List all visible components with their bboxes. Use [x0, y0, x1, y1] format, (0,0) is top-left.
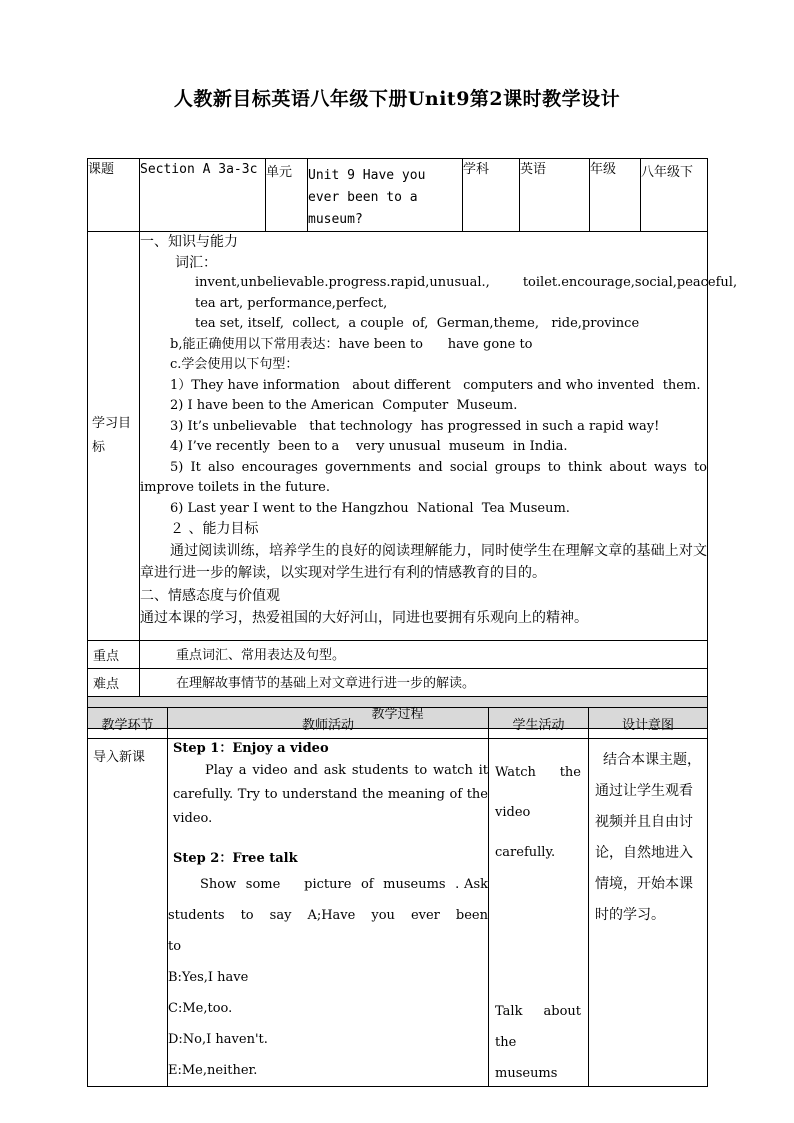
student-activity-2: Talk about the museums: [495, 1004, 581, 1081]
difficulties-row: [88, 669, 708, 697]
dialog-line-4: E:Me,neither.: [168, 1063, 258, 1078]
topic-value: Section A 3a-3c: [140, 159, 266, 232]
vocab-line-1: invent,unbelievable.progress.rapid,unusual., toilet.encourage,social,peaceful,: [195, 275, 738, 290]
stage-cell: 导入新课: [88, 739, 168, 1087]
step1-title: Step 1：Enjoy a video: [173, 741, 329, 756]
student-activity-cell: [489, 739, 589, 1087]
sentence-5: 5) It also encourages governments and social groups to think about ways to improve toilets in the future.: [140, 459, 707, 495]
topic-label: 课题: [88, 159, 140, 232]
intro-row: [88, 739, 708, 1087]
vocab-line-2: tea art, performance,perfect,: [195, 295, 388, 311]
pattern-heading: c.学会使用以下句型：: [170, 357, 299, 372]
difficulties-label: 难点: [88, 669, 140, 697]
page-title: 人教新目标英语八年级下册Unit9第2课时教学设计: [173, 88, 621, 110]
lesson-plan-table: [87, 158, 738, 729]
grade-value: 八年级下: [641, 159, 708, 232]
difficulties-text: 在理解故事情节的基础上对文章进行进一步的解读。: [140, 669, 708, 697]
attitude-heading: 二、情感态度与价值观: [140, 587, 280, 604]
unit-label: 单元: [266, 159, 308, 232]
step1-text: Play a video and ask students to watch it carefully. Try to understand the meaning of the video.: [173, 763, 488, 826]
process-table: [87, 707, 708, 1087]
col-student: 学生活动: [489, 708, 589, 739]
col-stage: 教学环节: [88, 708, 168, 739]
step2-title: Step 2：Free talk: [173, 851, 298, 866]
subject-label: 学科: [463, 159, 520, 232]
intent-cell: 结合本课主题，通过让学生观看视频并且自由讨论，自然地进入情境，开始本课时的学习。: [589, 739, 708, 1087]
dialog-line-2: C:Me,too.: [168, 1001, 233, 1016]
objectives-row: [88, 232, 708, 641]
key-points-row: [88, 641, 708, 669]
dialog-line-1: B:Yes,I have: [168, 970, 249, 985]
sentence-4: 4) I’ve recently been to a very unusual museum in India.: [170, 439, 568, 454]
col-intent: 设计意图: [589, 708, 708, 739]
vocab-label: 词汇：: [175, 254, 217, 271]
attitude-text: 通过本课的学习，热爱祖国的大好河山，同进也要拥有乐观向上的精神。: [140, 610, 588, 626]
sentence-6: 6) Last year I went to the Hangzhou National Tea Museum.: [170, 500, 570, 516]
key-points-label: 重点: [88, 641, 140, 669]
expression-line: b,能正确使用以下常用表达：have been to have gone to: [170, 336, 533, 352]
header-row: [88, 159, 708, 232]
col-teacher: 教师活动: [168, 708, 489, 739]
objectives-label: 学习目标: [88, 232, 140, 641]
process-columns-row: [88, 708, 708, 739]
student-activity-1: Watch the video carefully.: [495, 765, 581, 860]
ability-text: 通过阅读训练，培养学生的良好的阅读理解能力，同时使学生在理解文章的基础上对文章进行进一步的解读，以实现对学生进行有利的情感教育的目的。: [140, 542, 707, 581]
sentence-3: 3) It’s unbelievable that technology has progressed in such a rapid way!: [170, 418, 660, 434]
key-points-text: 重点词汇、常用表达及句型。: [140, 641, 708, 669]
sentence-1: 1）They have information about different computers and who invented them.: [170, 377, 701, 393]
dialog-line-3: D:No,I haven't.: [168, 1032, 268, 1047]
vocab-line-3: tea set, itself, collect, a couple of, German,theme, ride,province: [195, 316, 640, 331]
subject-value: 英语: [520, 159, 590, 232]
objectives-content: [140, 232, 738, 641]
grade-label: 年级: [590, 159, 641, 232]
sentence-2: 2) I have been to the American Computer Museum.: [170, 398, 518, 413]
unit-value: Unit 9 Have you ever been to a museum?: [308, 159, 463, 232]
ability-heading: ２ 、能力目标: [170, 521, 259, 537]
knowledge-heading: 一、知识与能力: [140, 234, 238, 250]
teacher-activity-cell: [168, 739, 501, 1087]
process-heading: 教学过程: [88, 697, 708, 729]
step2-text: Show some picture of museums . Ask students to say A;Have you ever been to: [168, 877, 501, 954]
